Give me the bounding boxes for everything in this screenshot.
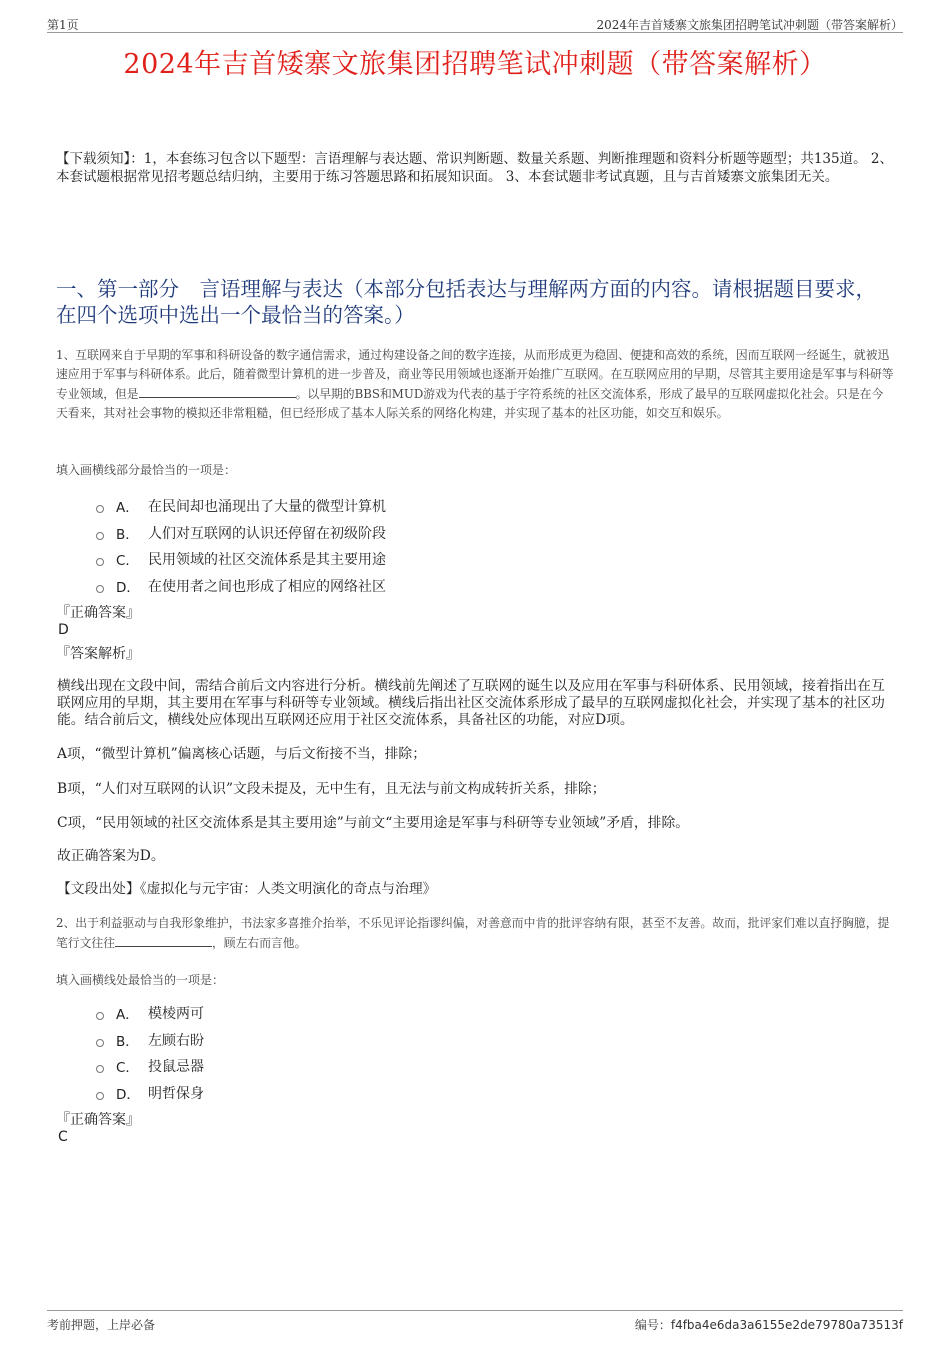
question-2-answer: C [58, 1129, 68, 1145]
question-1-analysis-main: 横线出现在文段中间，需结合前后文内容进行分析。横线前先阐述了互联网的诞生以及应用在军事与科研体系、民用领域，接着指出在互联网应用的早期，其主要用在军事与科研等专业领域。横线后指出社区交流体系形成了最早的互联网虚拟化社会，并实现了基本的社区功能。结合前后文，横线处应体现出互联网还应用于社区交流体系，具备社区的功能，对应D项。 [57, 678, 885, 728]
radio-icon[interactable] [96, 1092, 104, 1100]
section-heading: 一、第一部分 言语理解与表达（本部分包括表达与理解两方面的内容。请根据题目要求，在四个选项中选出一个最恰当的答案。） [56, 277, 876, 327]
question-2-options [96, 1000, 204, 1106]
question-1-options [96, 493, 386, 599]
radio-icon[interactable] [96, 585, 104, 593]
question-2-hint: 填入画横线处最恰当的一项是： [56, 973, 225, 987]
question-1-option-c[interactable]: C． 民用领域的社区交流体系是其主要用途 [96, 546, 386, 573]
question-1-answer-label: 『正确答案』 [56, 605, 140, 621]
question-2-stem-part-a: 2、出于利益驱动与自我形象维护，书法家多喜推介抬举，不乐见评论指谬纠偏，对善意而中肯的批评容纳有限，甚至不友善。故而，批评家们难以直抒胸臆，提笔行文往往 [56, 916, 890, 950]
footer-slogan: 考前押题，上岸必备 [47, 1318, 156, 1332]
question-1-analysis-b: B项，“人们对互联网的认识”文段未提及，无中生有，且无法与前文构成转折关系，排除； [57, 781, 606, 797]
question-1-stem-part-b: 。以早期的BBS和MUD游戏为代表的基于字符系统的社区交流体系，形成了最早的互联网虚拟化社会。只是在今天看来，其对社会事物的模拟还非常粗糙，但已经形成了基本人际关系的网络化构建，并实现了基本的社区功能，如交互和娱乐。 [56, 387, 884, 420]
question-1-answer: D [58, 622, 69, 638]
radio-icon[interactable] [96, 558, 104, 566]
question-1-blank [139, 384, 296, 398]
question-2-stem [56, 914, 894, 953]
question-2-option-a[interactable]: A． 模棱两可 [96, 1000, 204, 1027]
radio-icon[interactable] [96, 1039, 104, 1047]
question-2-stem-part-b: ，顾左右而言他。 [212, 936, 307, 950]
question-1-stem-part-a: 1、互联网来自于早期的军事和科研设备的数字通信需求，通过构建设备之间的数字连接，从而形成更为稳固、便捷和高效的系统，因而互联网一经诞生，就被迅速应用于军事与科研体系。此后，随着微型计算机的进一步普及，商业等民用领域也逐渐开始推广互联网。在互联网应用的早期，尽管其主要用途是军事与科研等专业领域，但是 [56, 348, 894, 401]
radio-icon[interactable] [96, 505, 104, 513]
question-1-stem [56, 346, 894, 423]
footer-code: 编号：f4fba4e6da3a6155e2de79780a73513f [634, 1318, 903, 1332]
question-2-option-b[interactable]: B． 左顾右盼 [96, 1027, 204, 1054]
question-1-analysis-a: A项，“微型计算机”偏离核心话题，与后文衔接不当，排除； [57, 746, 426, 762]
question-1-option-b[interactable]: B． 人们对互联网的认识还停留在初级阶段 [96, 520, 386, 547]
page-footer [47, 1310, 903, 1335]
question-1-hint: 填入画横线部分最恰当的一项是： [56, 463, 237, 477]
question-2-blank [115, 933, 212, 947]
page-number: 第1页 [47, 18, 79, 32]
question-1-analysis-c: C项，“民用领域的社区交流体系是其主要用途”与前文“主要用途是军事与科研等专业领域”矛盾，排除。 [57, 815, 690, 831]
question-1-source: 【文段出处】《虚拟化与元宇宙：人类文明演化的奇点与治理》 [57, 881, 437, 897]
question-1-option-d[interactable]: D． 在使用者之间也形成了相应的网络社区 [96, 573, 386, 600]
question-2-option-c[interactable]: C． 投鼠忌器 [96, 1053, 204, 1080]
question-1-conclusion: 故正确答案为D。 [57, 848, 165, 864]
radio-icon[interactable] [96, 532, 104, 540]
download-notice: 【下载须知】：1，本套练习包含以下题型：言语理解与表达题、常识判断题、数量关系题、判断推理题和资料分析题等题型；共135道。 2、本套试题根据常见招考题总结归纳，主要用于练习答题思路和拓展知识面。 3、本套试题非考试真题，且与吉首矮寨文旅集团无关。 [56, 151, 893, 185]
document-title: 2024年吉首矮寨文旅集团招聘笔试冲刺题（带答案解析） [123, 49, 827, 80]
radio-icon[interactable] [96, 1065, 104, 1073]
question-1-option-a[interactable]: A． 在民间却也涌现出了大量的微型计算机 [96, 493, 386, 520]
radio-icon[interactable] [96, 1012, 104, 1020]
page-header [47, 12, 903, 33]
header-doc-title: 2024年吉首矮寨文旅集团招聘笔试冲刺题（带答案解析） [596, 18, 903, 32]
question-2-answer-label: 『正确答案』 [56, 1112, 140, 1128]
question-1-analysis-label: 『答案解析』 [56, 646, 140, 662]
question-2-option-d[interactable]: D． 明哲保身 [96, 1080, 204, 1107]
